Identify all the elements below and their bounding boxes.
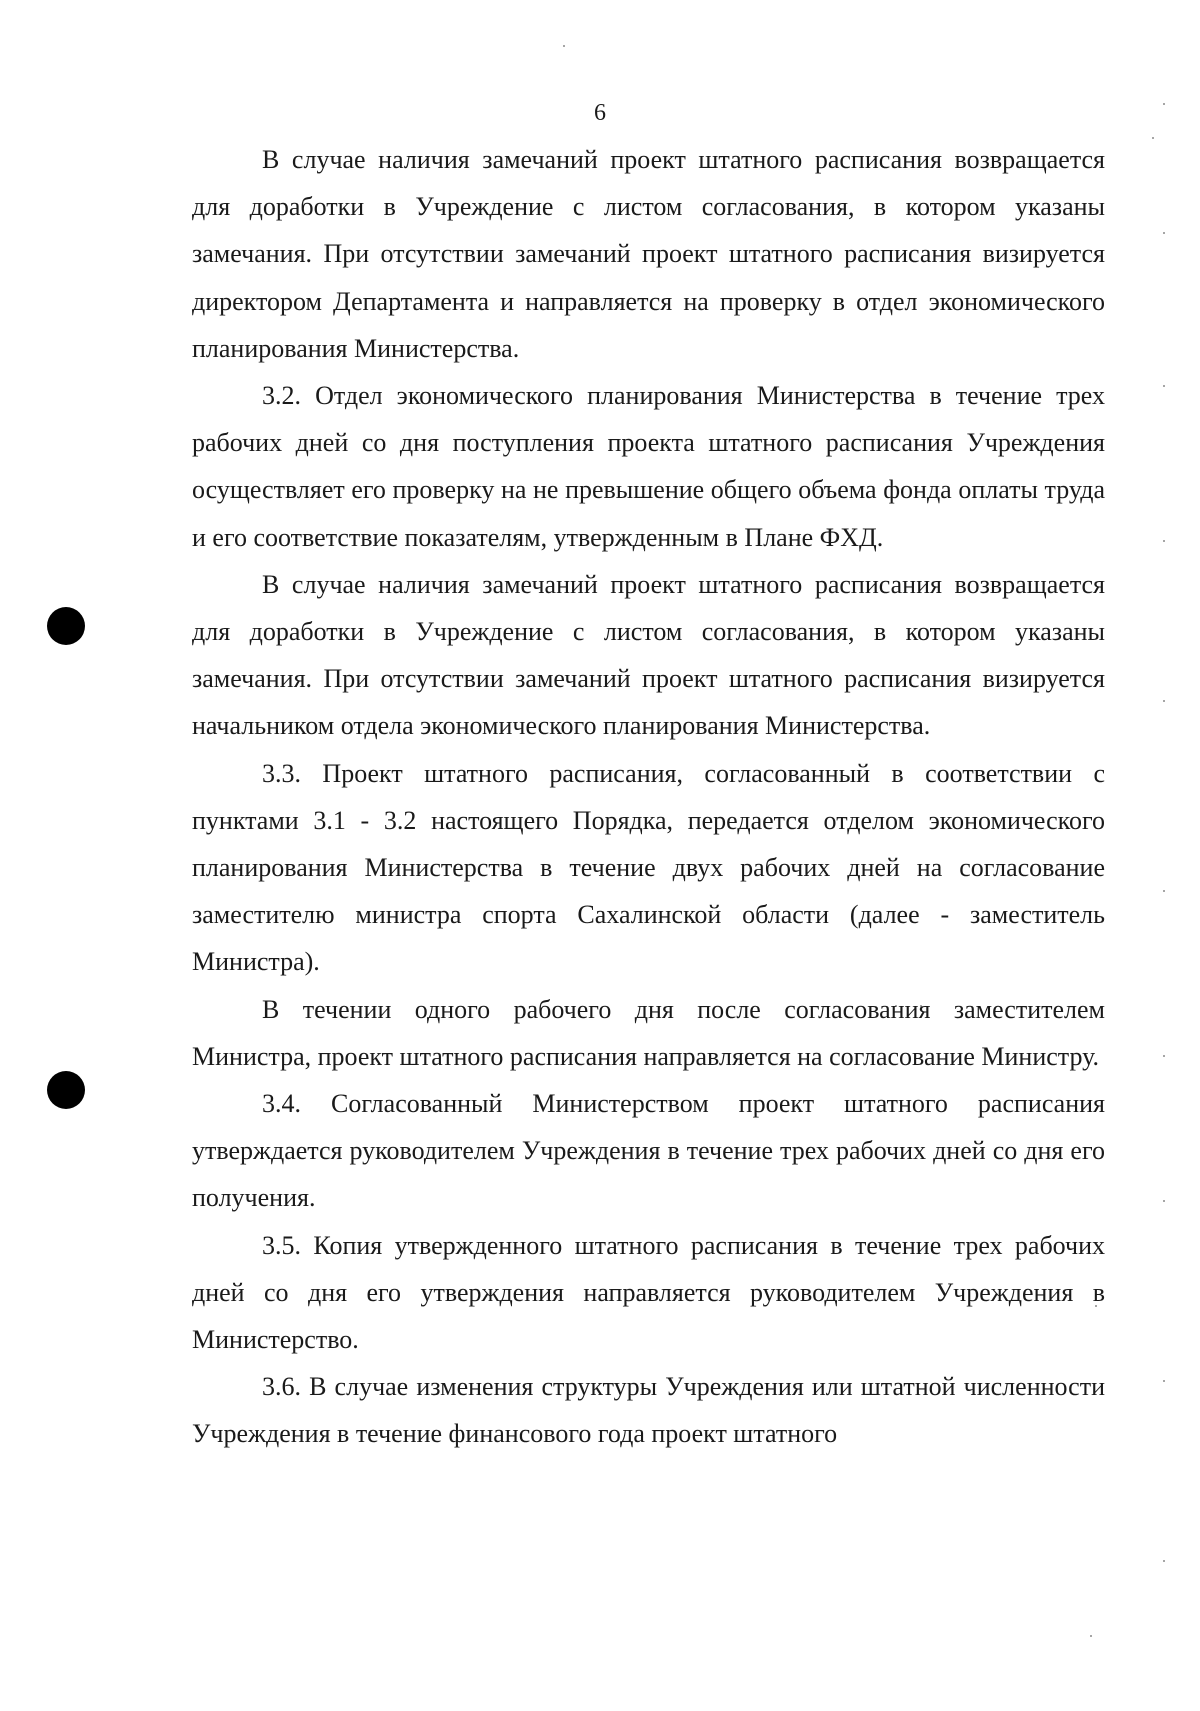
- scan-speck: [563, 45, 565, 47]
- paragraph-remarks-return-planning: В случае наличия замечаний проект штатного расписания возвращается для доработки в Учреждение с листом согласования, в котором указаны замечания. При отсутствии замечаний проект штатного расписания визируется начальником отдела экономического планирования Министерства.: [192, 569, 1105, 741]
- scan-speck: [1163, 1055, 1165, 1057]
- scan-speck: [1163, 232, 1165, 234]
- scan-speck: [1163, 1200, 1165, 1202]
- paragraph-3-4: 3.4. Согласованный Министерством проект штатного расписания утверждается руководителем Учреждения в течение трех рабочих дней со дня его получения.: [192, 1089, 1105, 1213]
- scan-speck: [1163, 385, 1165, 387]
- punch-hole-mark: [47, 1071, 85, 1109]
- paragraph-remarks-return-department: В случае наличия замечаний проект штатного расписания возвращается для доработки в Учреждение с листом согласования, в котором указаны замечания. При отсутствии замечаний проект штатного расписания визируется директором Департамента и направляется на проверку в отдел экономического планирования Министерства.: [192, 145, 1105, 363]
- scan-speck: [1163, 890, 1165, 892]
- paragraph-deputy-minister-approval: В течении одного рабочего дня после согласования заместителем Министра, проект штатного расписания направляется на согласование Министру.: [192, 994, 1105, 1071]
- page-number: 6: [594, 100, 606, 126]
- scan-speck: [1163, 540, 1165, 542]
- scan-speck: [1163, 1560, 1165, 1562]
- scan-speck: [1090, 1635, 1092, 1637]
- document-body: [192, 136, 1105, 1458]
- paragraph-3-6: 3.6. В случае изменения структуры Учреждения или штатной численности Учреждения в течение финансового года проект штатного: [192, 1372, 1105, 1449]
- scan-speck: [1163, 1380, 1165, 1382]
- scan-speck: [1163, 700, 1165, 702]
- paragraph-3-2: 3.2. Отдел экономического планирования Министерства в течение трех рабочих дней со дня поступления проекта штатного расписания Учреждения осуществляет его проверку на не превышение общего объема фонда оплаты труда и его соответствие показателям, утвержденным в Плане ФХД.: [192, 381, 1105, 552]
- paragraph-3-5: 3.5. Копия утвержденного штатного расписания в течение трех рабочих дней со дня его утверждения направляется руководителем Учреждения в Министерство.: [192, 1230, 1105, 1355]
- paragraph-3-3: 3.3. Проект штатного расписания, согласованный в соответствии с пунктами 3.1 - 3.2 настоящего Порядка, передается отделом экономического планирования Министерства в течение двух рабочих дней на согласование заместителю министра спорта Сахалинской области (далее - заместитель Министра).: [192, 758, 1105, 977]
- punch-hole-mark: [47, 607, 85, 645]
- scan-speck: [1152, 137, 1154, 139]
